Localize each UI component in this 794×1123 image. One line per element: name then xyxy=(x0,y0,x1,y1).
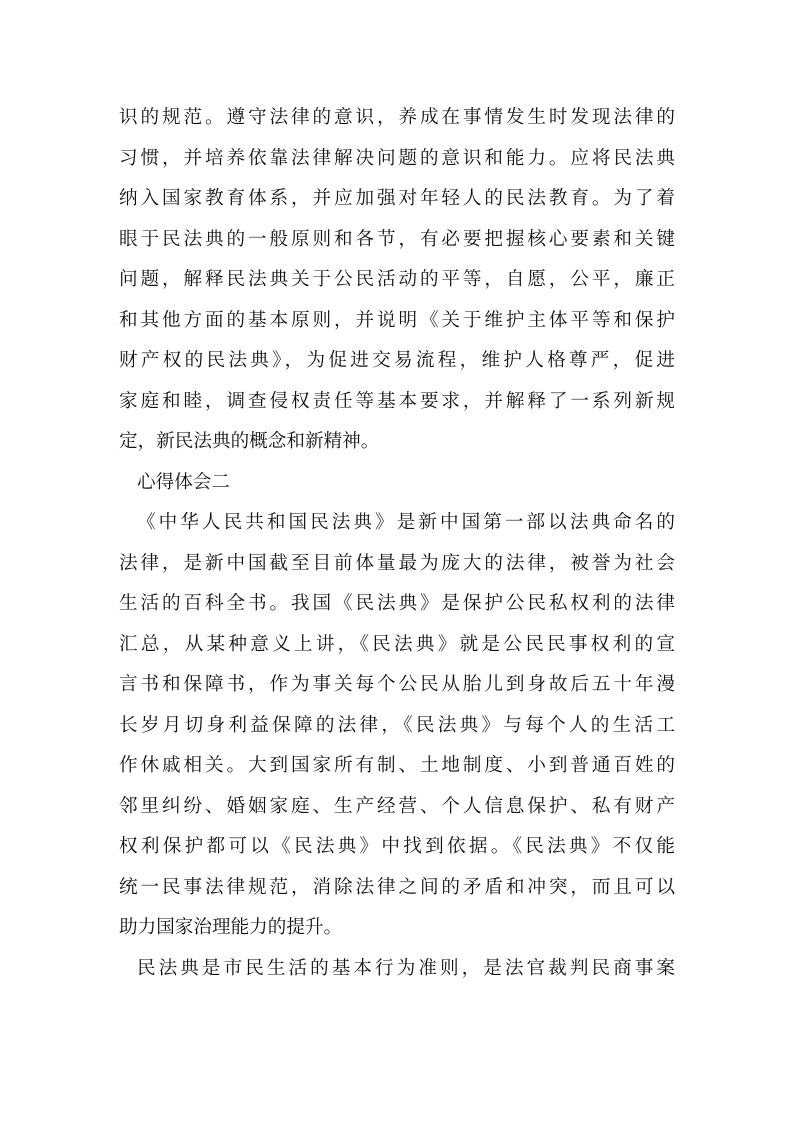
paragraph-line: 作休戚相关。大到国家所有制、土地制度、小到普通百姓的 xyxy=(119,755,675,776)
paragraph-line: 家庭和睦，调查侵权责任等基本要求，并解释了一系列新规 xyxy=(119,390,675,412)
paragraph-line: 邻里纠纷、婚姻家庭、生产经营、个人信息保护、私有财产 xyxy=(119,795,675,817)
paragraph-line: 言书和保障书，作为事关每个公民从胎儿到身故后五十年漫 xyxy=(119,674,675,695)
paragraph-line: 助力国家治理能力的提升。 xyxy=(119,917,343,938)
paragraph-line: 《中华人民共和国民法典》是新中国第一部以法典命名的 xyxy=(137,512,675,533)
paragraph-line: 法律，是新中国截至目前体量最为庞大的法律，被誉为社会 xyxy=(119,552,675,574)
paragraph-line: 民法典是市民生活的基本行为准则，是法官裁判民商事案 xyxy=(137,957,675,979)
section-heading: 心得体会二 xyxy=(137,471,230,493)
paragraph-line: 眼于民法典的一般原则和各节，有必要把握核心要素和关键 xyxy=(119,228,675,250)
paragraph-line: 问题，解释民法典关于公民活动的平等，自愿，公平，廉正 xyxy=(119,269,675,290)
paragraph-line: 定，新民法典的概念和新精神。 xyxy=(119,431,380,452)
document-body xyxy=(119,98,675,989)
paragraph-line: 权利保护都可以《民法典》中找到依据。《民法典》不仅能 xyxy=(119,836,675,857)
paragraph-line: 纳入国家教育体系，并应加强对年轻人的民法教育。为了着 xyxy=(119,188,675,209)
paragraph-line: 统一民事法律规范，消除法律之间的矛盾和冲突，而且可以 xyxy=(119,876,675,898)
paragraph-line: 生活的百科全书。我国《民法典》是保护公民私权利的法律 xyxy=(119,593,675,614)
paragraph-line: 和其他方面的基本原则，并说明《关于维护主体平等和保护 xyxy=(119,309,675,331)
paragraph-line: 习惯，并培养依靠法律解决问题的意识和能力。应将民法典 xyxy=(119,147,675,169)
paragraph-line: 财产权的民法典》，为促进交易流程，维护人格尊严，促进 xyxy=(119,350,675,371)
paragraph-line: 长岁月切身利益保障的法律，《民法典》与每个人的生活工 xyxy=(119,714,675,736)
paragraph-line: 识的规范。遵守法律的意识，养成在事情发生时发现法律的 xyxy=(119,107,675,128)
paragraph-line: 汇总，从某种意义上讲，《民法典》就是公民民事权利的宣 xyxy=(119,633,675,655)
